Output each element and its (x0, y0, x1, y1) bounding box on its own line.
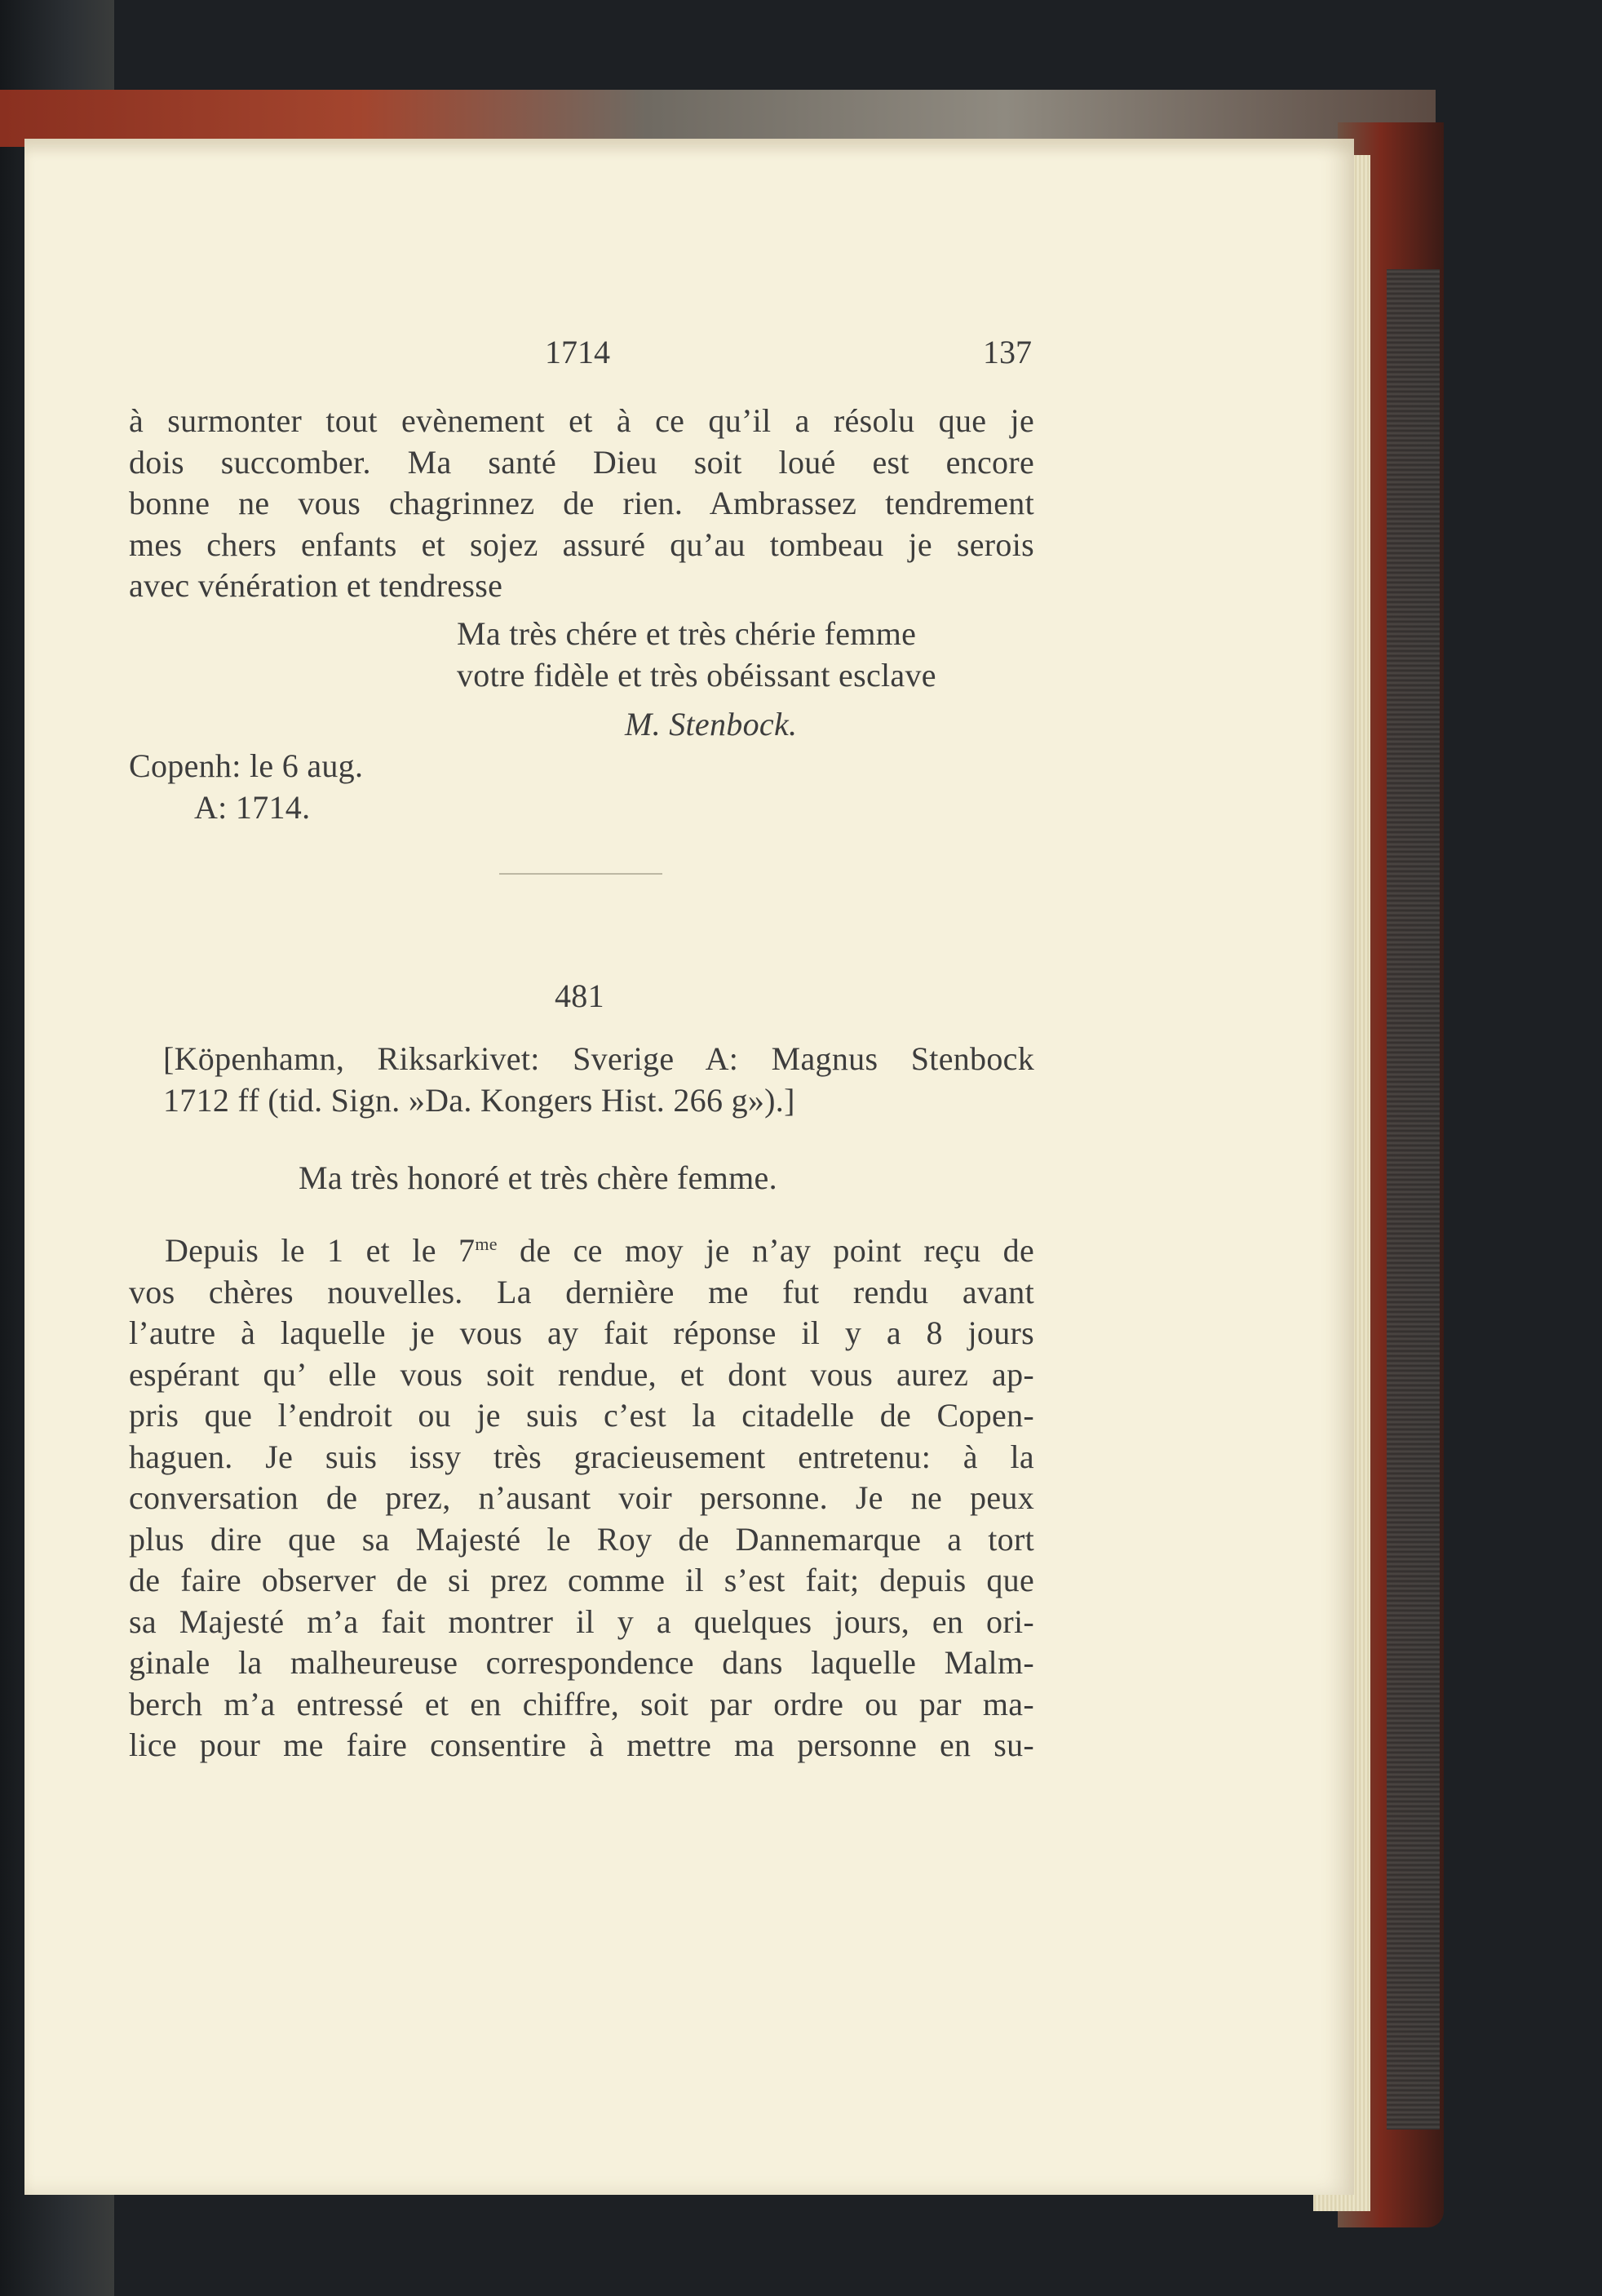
cover-texture (1387, 269, 1440, 2130)
letter-body (129, 1230, 1034, 1766)
letter-closing (457, 614, 936, 696)
text-line: dois succomber. Ma santé Dieu soit loué est encore (129, 443, 1034, 481)
text-fragment: de ce moy je n’ay point reçu de (497, 1232, 1035, 1269)
text-line: lice pour me faire consentire à mettre ma personne en su- (129, 1726, 1034, 1763)
letter-number: 481 (555, 977, 604, 1014)
page-number: 137 (983, 334, 1032, 370)
text-line: avec vénération et tendresse (129, 567, 503, 604)
text-line (129, 1230, 1034, 1272)
salutation: Ma très honoré et très chère femme. (299, 1159, 777, 1196)
date-line: A: 1714. (194, 788, 311, 826)
text-line: haguen. Je suis issy très gracieusement entretenu: à la (129, 1438, 1034, 1475)
text-line: de faire observer de si prez comme il s’est fait; depuis que (129, 1562, 1034, 1598)
letter-end-paragraph (129, 401, 1034, 607)
superscript: me (475, 1234, 498, 1254)
source-line: [Köpenhamn, Riksarkivet: Sverige A: Magnus Stenbock (163, 1040, 1034, 1077)
text-line: mes chers enfants et sojez assuré qu’au tombeau je serois (129, 525, 1034, 563)
text-line: bonne ne vous chagrinnez de rien. Ambrassez tendrement (129, 485, 1034, 521)
text-line: ginale la malheureuse correspondence dans laquelle Malm- (129, 1644, 1034, 1681)
text-line: conversation de prez, n’ausant voir personne. Je ne peux (129, 1479, 1034, 1516)
signature: M. Stenbock. (625, 706, 798, 742)
text-line: sa Majesté m’a fait montrer il y a quelques jours, en ori- (129, 1602, 1034, 1640)
place-date (129, 746, 363, 828)
source-line: 1712 ff (tid. Sign. »Da. Kongers Hist. 266 g»).] (163, 1081, 795, 1119)
text-line: pris que l’endroit ou je suis c’est la citadelle de Copen- (129, 1397, 1034, 1434)
closing-line: Ma très chére et très chérie femme (457, 615, 917, 652)
closing-line: votre fidèle et très obéissant esclave (457, 656, 936, 694)
section-divider (499, 873, 662, 875)
text-line: vos chères nouvelles. La dernière me fut rendu avant (129, 1273, 1034, 1310)
running-header-year: 1714 (545, 334, 610, 370)
place-line: Copenh: le 6 aug. (129, 747, 364, 784)
text-line: berch m’a entressé et en chiffre, soit par ordre ou par ma- (129, 1685, 1034, 1722)
text-line: l’autre à laquelle je vous ay fait réponse il y a 8 jours (129, 1314, 1034, 1351)
text-fragment: Depuis le 1 et le 7 (165, 1232, 476, 1269)
text-line: à surmonter tout evènement et à ce qu’il a résolu que je (129, 402, 1034, 439)
source-note (163, 1039, 1034, 1121)
text-line: plus dire que sa Majesté le Roy de Dannemarque a tort (129, 1520, 1034, 1558)
text-line: espérant qu’ elle vous soit rendue, et dont vous aurez ap- (129, 1355, 1034, 1393)
